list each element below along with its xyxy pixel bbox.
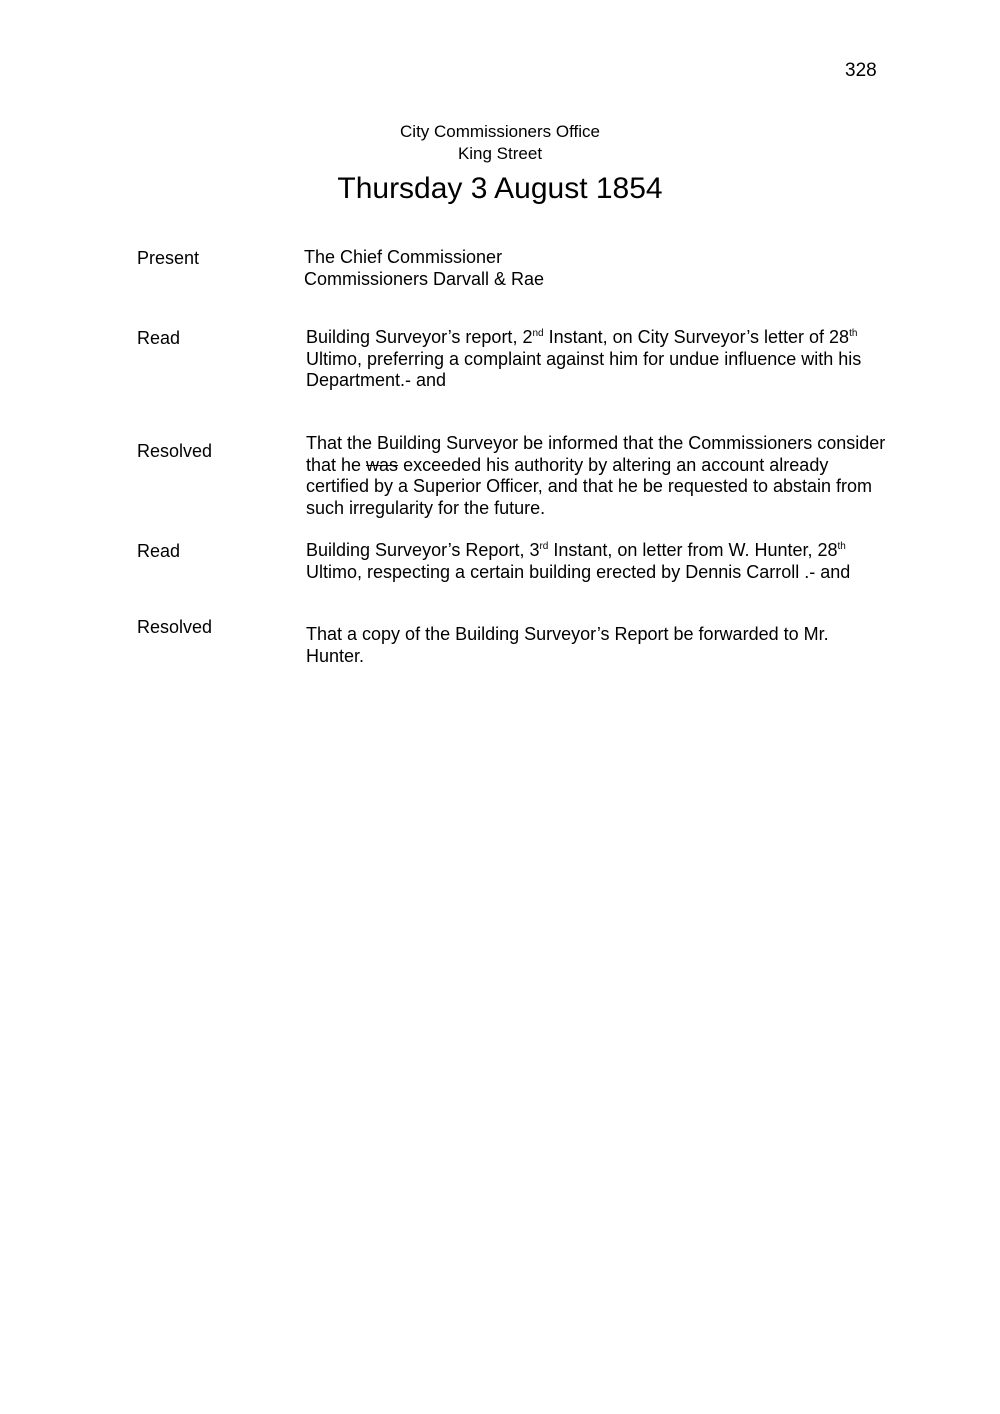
ordinal-suffix: th — [837, 541, 846, 552]
office-name: City Commissioners Office — [400, 122, 600, 141]
meeting-date: Thursday 3 August 1854 — [337, 172, 663, 205]
page-number: 328 — [845, 60, 877, 81]
entry-text: Instant, on letter from W. Hunter, 28 — [548, 540, 838, 560]
entry-body-read — [306, 540, 886, 583]
entry-text: That the Building Surveyor be informed that the Commissioners consider that he — [306, 433, 886, 475]
ordinal-suffix: rd — [539, 541, 549, 552]
street-name: King Street — [457, 144, 543, 163]
entry-text: exceeded his authority by altering an account already certified by a Superior Officer, and that he be requested to abstain from such irregularity for the future. — [306, 454, 872, 518]
entry-body-resolved — [306, 433, 886, 519]
attendee-line: Commissioners Darvall & Rae — [304, 268, 545, 289]
attendee-line: The Chief Commissioner — [304, 247, 503, 267]
entry-body-read — [306, 327, 886, 392]
entry-text: Ultimo, preferring a complaint against him for undue influence with his Department.- and — [306, 348, 862, 390]
entry-text: Building Surveyor’s report, 2 — [306, 327, 533, 347]
ordinal-suffix: nd — [532, 328, 544, 339]
entry-text: Building Surveyor’s Report, 3 — [306, 540, 540, 560]
entry-label-read: Read — [137, 541, 181, 561]
entry-body-present — [304, 247, 884, 290]
entry-label-resolved: Resolved — [137, 441, 213, 461]
entry-label-read: Read — [137, 328, 181, 348]
entry-text: Ultimo, respecting a certain building erected by Dennis Carroll .- and — [306, 561, 851, 582]
ordinal-suffix: th — [849, 328, 858, 339]
entry-label-resolved: Resolved — [137, 617, 213, 637]
entry-body-resolved: That a copy of the Building Surveyor’s Report be forwarded to Mr. Hunter. — [306, 624, 829, 666]
struck-word: was — [366, 454, 399, 475]
entry-label-present: Present — [137, 248, 200, 268]
entry-text: Instant, on City Surveyor’s letter of 28 — [543, 327, 850, 347]
minutes-header — [0, 121, 1000, 207]
